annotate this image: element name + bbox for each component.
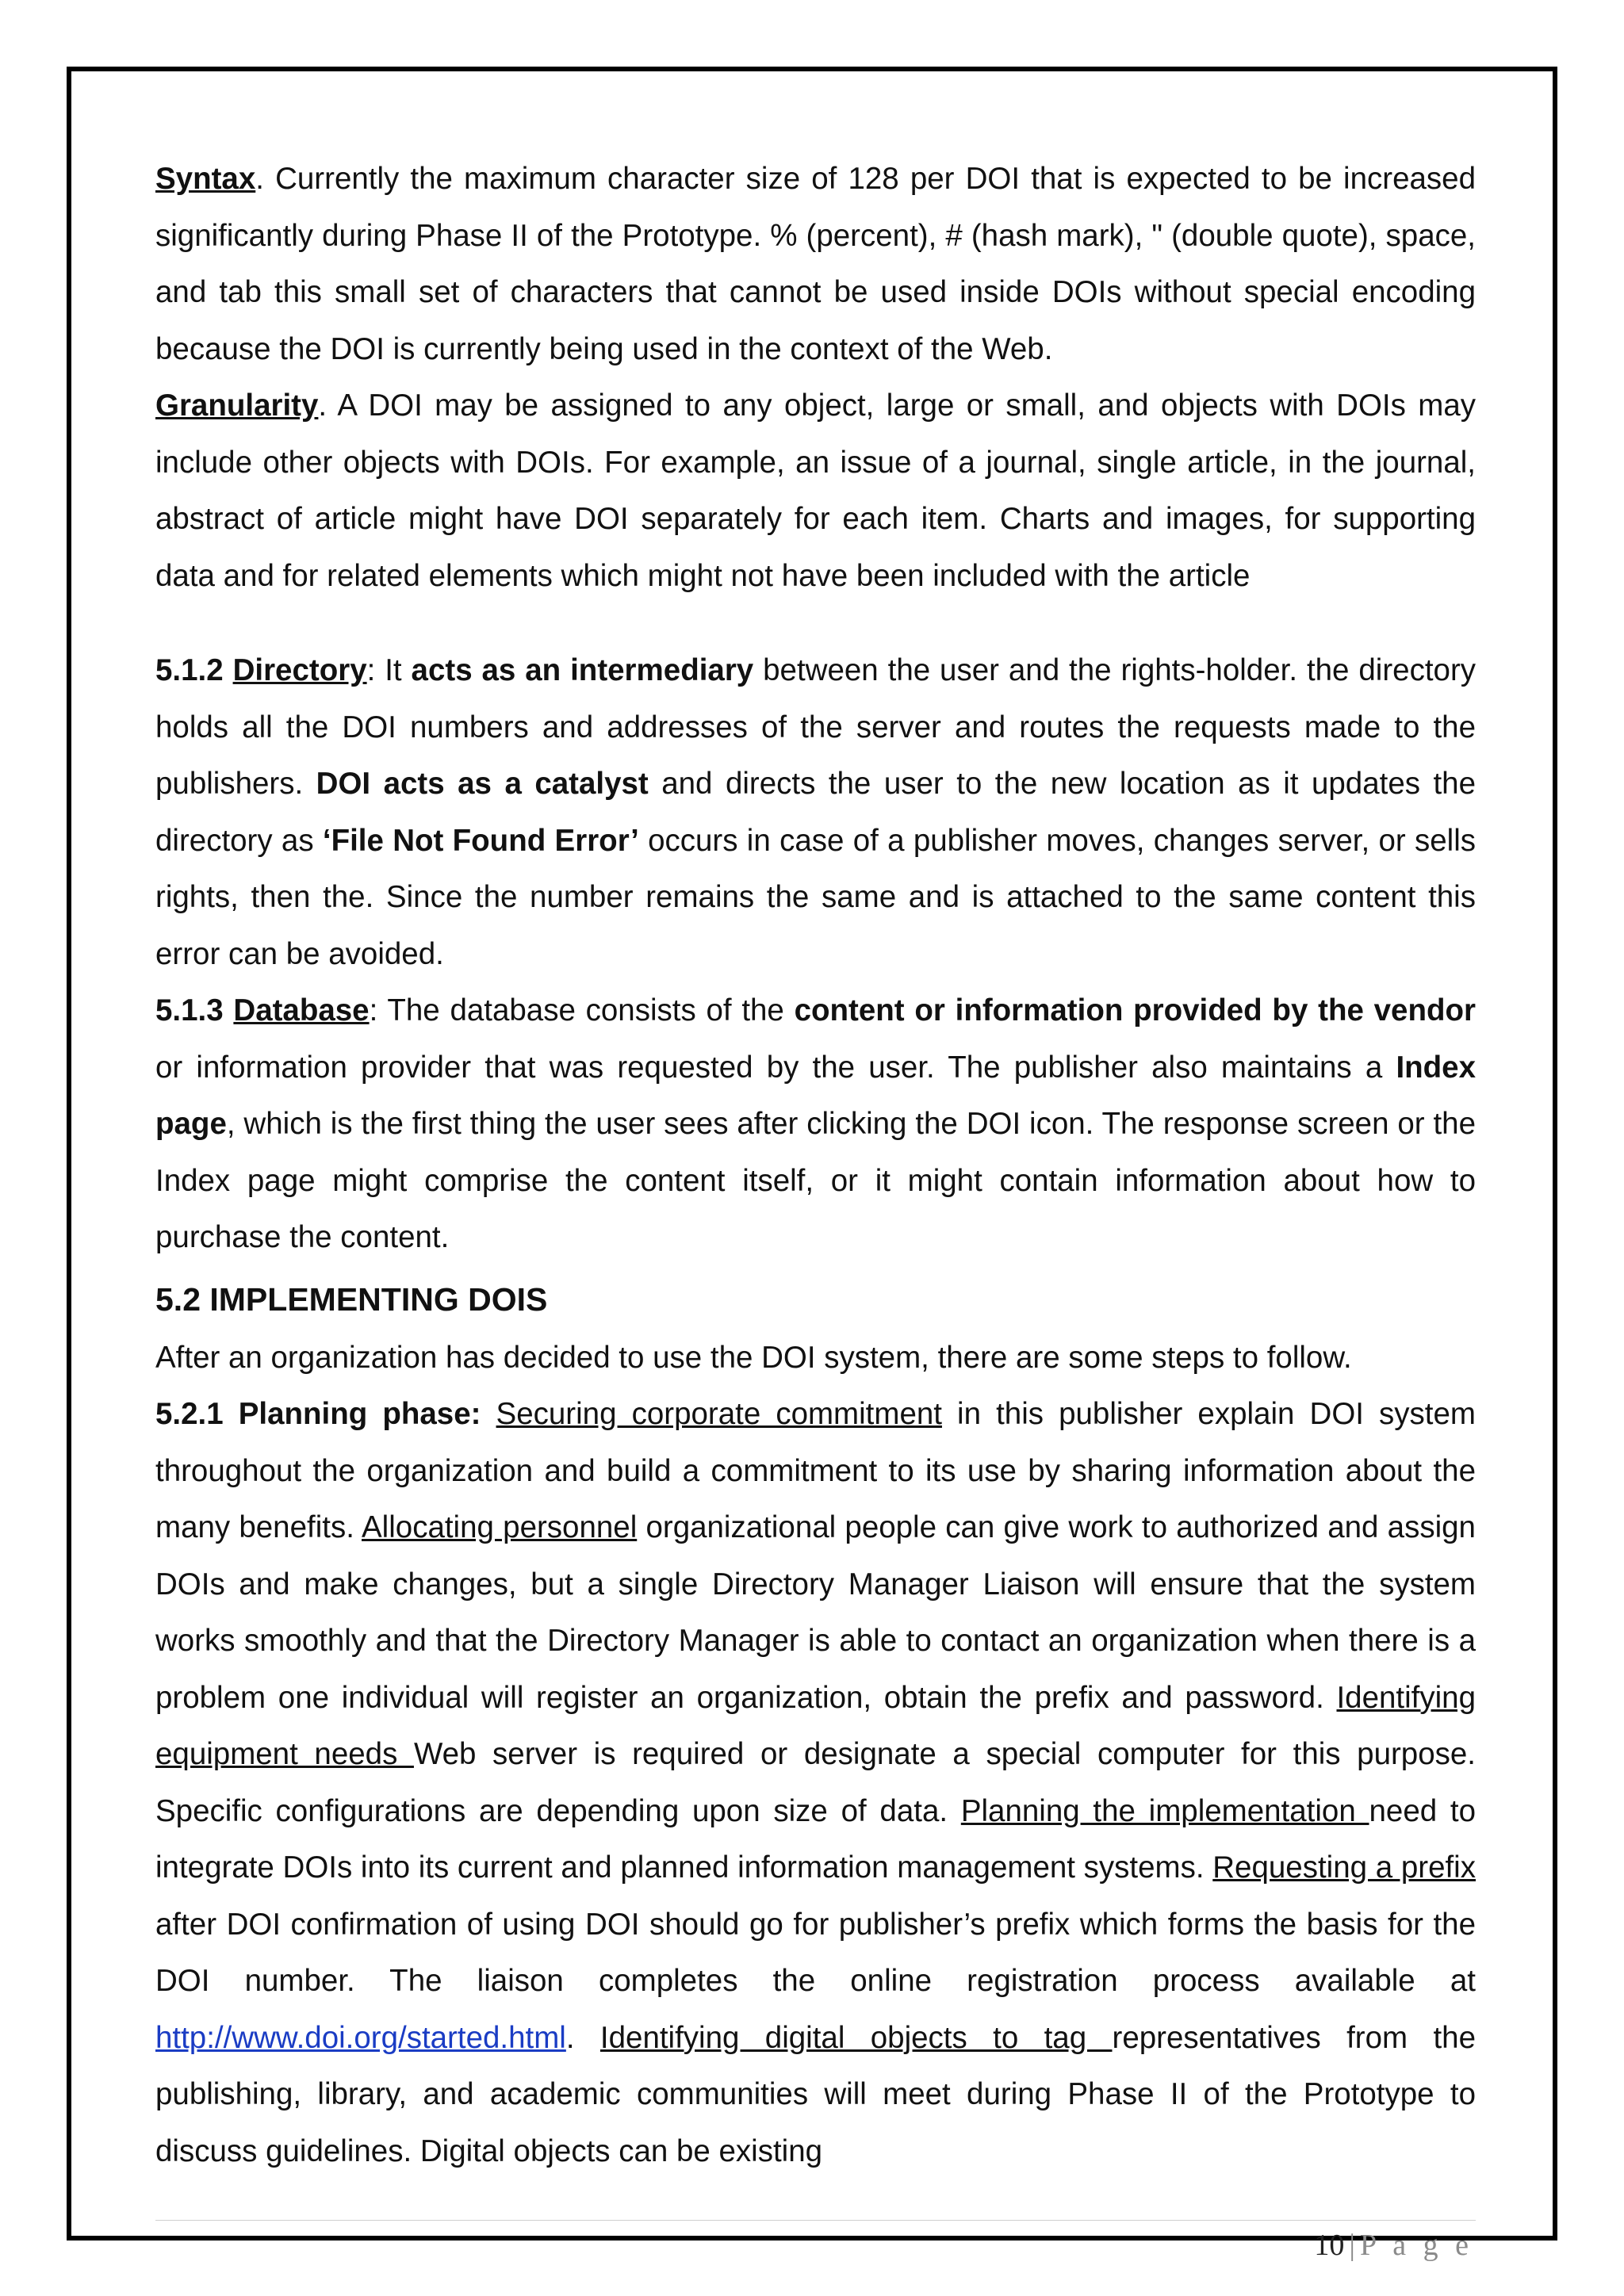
page-label: P a g e [1360, 2229, 1473, 2262]
granularity-term: Granularity [155, 388, 319, 423]
planning-text-1: in this publisher explain DOI system throughout the organization and build a commitment to its use by sharing information about the many benefits. [155, 1397, 1476, 1544]
footer-rule [155, 2220, 1476, 2221]
section-heading: 5.2 IMPLEMENTING DOIS [155, 1280, 548, 1318]
planning-underline-5: Requesting a prefix [1212, 1850, 1476, 1885]
page-footer [1314, 2228, 1473, 2263]
directory-bold-1: acts as an intermediary [411, 653, 754, 687]
directory-text-3: and directs the user to the new location as it updates the directory as [155, 767, 1476, 858]
database-bold-2: Index page [155, 1050, 1476, 1141]
directory-term: Directory [232, 653, 367, 687]
planning-text-3: Web server is required or designate a special computer for this purpose. Specific configurations are depending upon size of data. [155, 1737, 1476, 1828]
planning-label: 5.2.1 Planning phase: [155, 1397, 481, 1431]
directory-text-4: occurs in case of a publisher moves, changes server, or sells rights, then the. Since the number remains the same and is attached to the same content this error can be avoided. [155, 823, 1476, 971]
document-body [155, 151, 1476, 2179]
database-paragraph [155, 982, 1476, 1266]
database-term: Database [233, 993, 370, 1027]
planning-text-6: . [565, 2020, 600, 2055]
directory-bold-2: DOI acts as a catalyst [316, 767, 649, 801]
intro-paragraph: After an organization has decided to use the DOI system, there are some steps to follow. [155, 1340, 1352, 1375]
doi-started-link[interactable]: http://www.doi.org/started.html [155, 2020, 566, 2055]
planning-text-4: need to integrate DOIs into its current and planned information management systems. [155, 1793, 1476, 1885]
database-text-1: : The database consists of the [369, 993, 795, 1027]
syntax-text: . Currently the maximum character size of 128 per DOI that is expected to be increased significantly during Phase II of the Prototype. % (percent), # (hash mark), " (double quote), space, and tab this small set of characters that cannot be used inside DOIs without special encoding because the DOI is currently being used in the context of the Web. [155, 162, 1476, 366]
database-number: 5.1.3 [155, 993, 234, 1027]
directory-bold-3: ‘File Not Found Error’ [322, 823, 639, 858]
database-text-3: , which is the first thing the user sees after clicking the DOI icon. The response screen or the Index page might comprise the content itself, or it might contain information about how to purchase the content. [155, 1107, 1476, 1254]
planning-text-5: after DOI confirmation of using DOI should go for publisher’s prefix which forms the basis for the DOI number. The liaison completes the online registration process available at [155, 1907, 1476, 1998]
planning-underline-3: Identifying equipment needs [155, 1680, 1476, 1771]
directory-text-2: between the user and the rights-holder. the directory holds all the DOI numbers and addresses of the server and routes the requests made to the publishers. [155, 653, 1477, 801]
syntax-paragraph [155, 151, 1476, 377]
directory-text-1: : It [366, 653, 412, 687]
planning-paragraph [155, 1386, 1476, 2179]
page-number: 10 [1314, 2229, 1345, 2262]
planning-underline-1: Securing corporate commitment [496, 1397, 942, 1431]
planning-underline-4: Planning the implementation [960, 1793, 1369, 1828]
database-text-2: or information provider that was requested by the user. The publisher also maintains a [155, 1050, 1396, 1085]
footer-separator: | [1349, 2229, 1356, 2262]
granularity-text: . A DOI may be assigned to any object, large or small, and objects with DOIs may include other objects with DOIs. For example, an issue of a journal, single article, in the journal, abstract of article might have DOI separately for each item. Charts and images, for supporting data and for related elements which might not have been included with the article [155, 388, 1476, 593]
planning-text-7: representatives from the publishing, library, and academic communities will meet during Phase II of the Prototype to discuss guidelines. Digital objects can be existing [155, 2020, 1476, 2168]
planning-underline-6: Identifying digital objects to tag [599, 2020, 1113, 2055]
planning-text-2: organizational people can give work to authorized and assign DOIs and make changes, but a single Directory Manager Liaison will ensure that the system works smoothly and that the Directory Manager is able to contact an organization when there is a problem one individual will register an organization, obtain the prefix and password. [155, 1510, 1476, 1715]
directory-paragraph [155, 642, 1476, 982]
syntax-term: Syntax [155, 162, 256, 196]
granularity-paragraph [155, 377, 1476, 604]
planning-underline-2: Allocating personnel [362, 1510, 638, 1544]
database-bold-1: content or information provided by the vendor [794, 993, 1476, 1027]
directory-number: 5.1.2 [155, 653, 233, 687]
